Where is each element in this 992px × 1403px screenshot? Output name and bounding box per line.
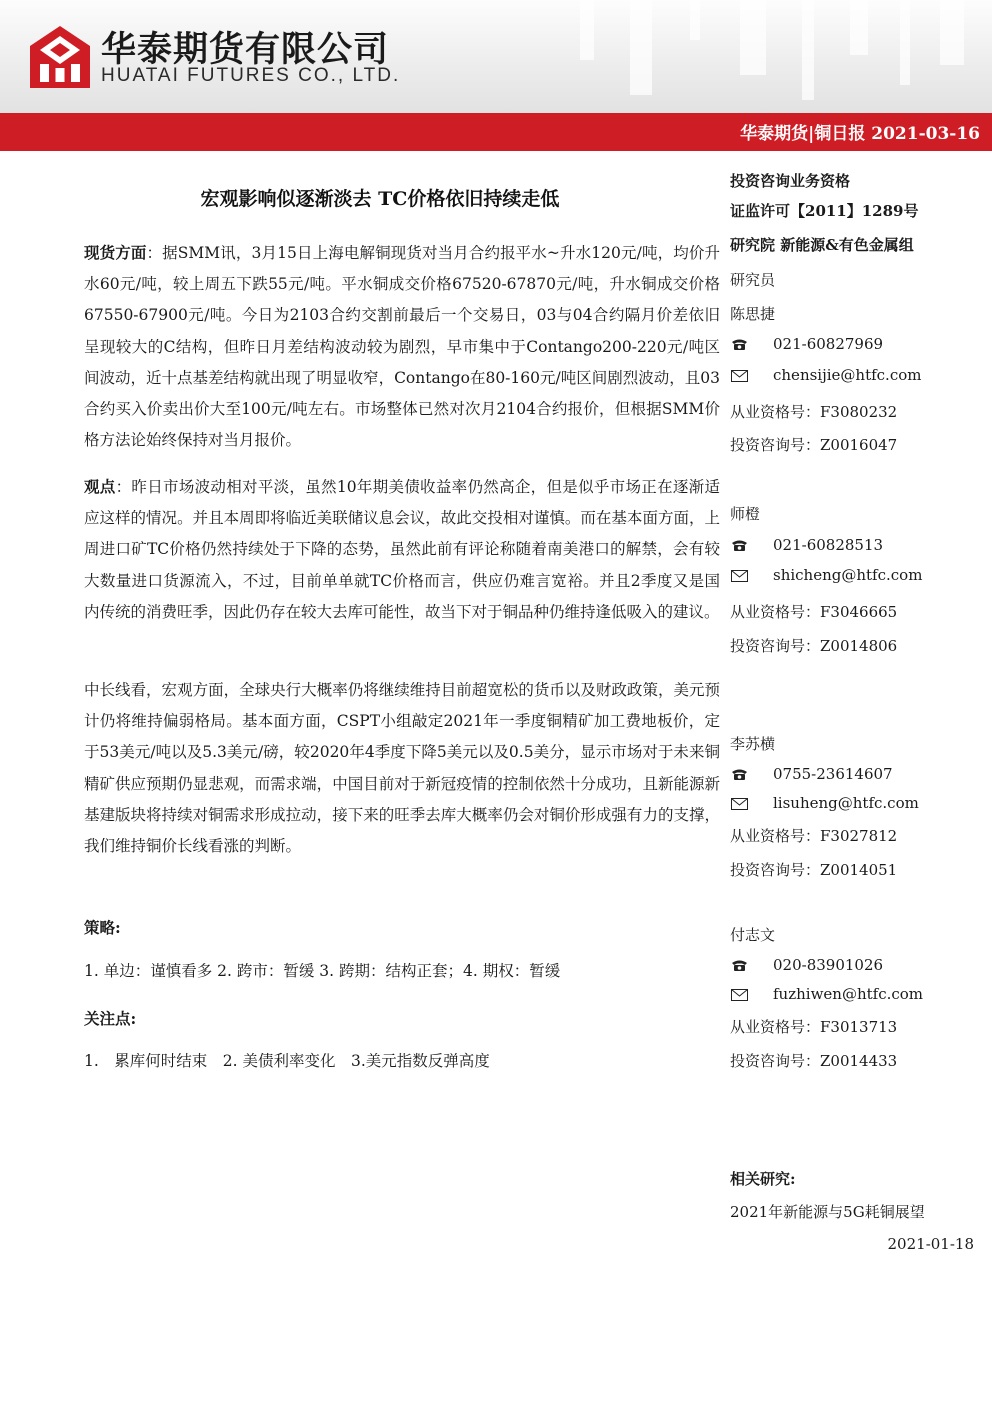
- view-text: ：昨日市场波动相对平淡，虽然10年期美债收益率仍然高企，但是似乎市场正在逐渐适应这样的情况。并且本周即将临近美联储议息会议，故此交投相对谨慎。而在基本面方面，上周进口矿TC价格仍然持续处于下降的态势，虽然此前有评论称随着南美港口的解禁，会有较大数量进口货源流入，不过，目前单单就TC价格而言，供应仍难言宽裕。并且2季度又是国内传统的消费旺季，因此仍存在较大去库可能性，故当下对于铜品种仍维持逢低吸入的建议。: [84, 478, 720, 621]
- analyst-phone: 021-60827969: [773, 335, 884, 353]
- spot-paragraph: [84, 237, 720, 456]
- report-title: 宏观影响似逐渐淡去 TC价格依旧持续走低: [200, 188, 560, 210]
- long-term-paragraph: 中长线看，宏观方面，全球央行大概率仍将继续维持目前超宽松的货币以及财政政策，美元预计仍将维持偏弱格局。基本面方面，CSPT小组敲定2021年一季度铜精矿加工费地板价，定于53美元/吨以及5.3美元/磅，较2020年4季度下降5美元以及0.5美分，显示市场对于未来铜精矿供应预期仍显悲观，而需求端，中国目前对于新冠疫情的控制依然十分成功，且新能源新基建版块将持续对铜需求形成拉动，接下来的旺季去库大概率仍会对铜价形成强有力的支撑，我们维持铜价长线看涨的判断。: [84, 681, 720, 856]
- analyst-consult-id: 投资咨询号：Z0016047: [730, 436, 898, 454]
- company-name-cn: 华泰期货有限公司: [101, 30, 390, 70]
- analyst-consult-id: 投资咨询号：Z0014051: [730, 861, 898, 879]
- focus-heading: 关注点:: [84, 1009, 137, 1028]
- analyst-name: 陈思捷: [730, 305, 776, 323]
- focus-text: 1. 累库何时结束 2. 美债利率变化 3.美元指数反弹高度: [84, 1052, 490, 1070]
- phone-icon: [730, 958, 748, 972]
- analyst-consult-id: 投资咨询号：Z0014806: [730, 637, 898, 655]
- license: 证监许可【2011】1289号: [730, 202, 919, 220]
- analyst-phone: 0755-23614607: [773, 765, 893, 783]
- envelope-icon: [730, 369, 748, 383]
- analyst-email[interactable]: fuzhiwen@htfc.com: [773, 985, 924, 1003]
- header-decoration: [540, 0, 992, 113]
- phone-icon: [730, 538, 748, 552]
- institute: 研究院 新能源&有色金属组: [730, 236, 914, 254]
- analyst-name: 付志文: [730, 926, 776, 944]
- spot-label: 现货方面: [84, 243, 147, 262]
- page-header: [0, 0, 992, 113]
- analyst-practice-id: 从业资格号：F3080232: [730, 403, 898, 421]
- envelope-icon: [730, 988, 748, 1002]
- analyst-email[interactable]: chensijie@htfc.com: [773, 366, 922, 384]
- analyst-practice-id: 从业资格号：F3013713: [730, 1018, 898, 1036]
- envelope-icon: [730, 569, 748, 583]
- analyst-practice-id: 从业资格号：F3046665: [730, 603, 898, 621]
- analyst-email[interactable]: shicheng@htfc.com: [773, 566, 923, 584]
- view-paragraph: [84, 471, 720, 628]
- spot-text: ：据SMM讯，3月15日上海电解铜现货对当月合约报平水~升水120元/吨，均价升水60元/吨，较上周五下跌55元/吨。平水铜成交价格67520-67870元/吨，升水铜成交价格67550-67900元/吨。今日为2103合约交割前最后一个交易日，03与04合约隔月价差依旧呈现较大的C结构，但昨日月差结构波动较为剧烈，早市集中于Contango200-220元/吨区间波动，近十点基差结构就出现了明显收窄，Contango在80-160元/吨区间剧烈波动，且03合约买入价卖出价大至100元/吨左右。市场整体已然对次月2104合约报价，但根据SMM价格方法论始终保持对当月报价。: [84, 244, 720, 450]
- phone-icon: [730, 337, 748, 351]
- analyst-email[interactable]: lisuheng@htfc.com: [773, 794, 919, 812]
- related-report-link[interactable]: 2021年新能源与5G耗铜展望: [730, 1203, 925, 1221]
- related-report-date: 2021-01-18: [887, 1235, 974, 1253]
- report-band: [0, 113, 992, 151]
- qualification: 投资咨询业务资格: [730, 172, 851, 190]
- view-label: 观点: [84, 477, 116, 496]
- analyst-consult-id: 投资咨询号：Z0014433: [730, 1052, 898, 1070]
- report-band-text: 华泰期货|铜日报 2021-03-16: [740, 124, 980, 144]
- role: 研究员: [730, 271, 776, 289]
- analyst-phone: 021-60828513: [773, 536, 884, 554]
- phone-icon: [730, 767, 748, 781]
- envelope-icon: [730, 797, 748, 811]
- huatai-logo-icon: [30, 26, 90, 88]
- strategy-text: 1. 单边：谨慎看多 2. 跨市：暂缓 3. 跨期：结构正套；4. 期权：暂缓: [84, 962, 561, 980]
- analyst-name: 师橙: [730, 505, 761, 523]
- analyst-practice-id: 从业资格号：F3027812: [730, 827, 898, 845]
- related-heading: 相关研究:: [730, 1170, 796, 1188]
- analyst-name: 李苏横: [730, 735, 776, 753]
- analyst-phone: 020-83901026: [773, 956, 884, 974]
- company-name-en: HUATAI FUTURES CO., LTD.: [101, 65, 401, 86]
- strategy-heading: 策略:: [84, 918, 121, 937]
